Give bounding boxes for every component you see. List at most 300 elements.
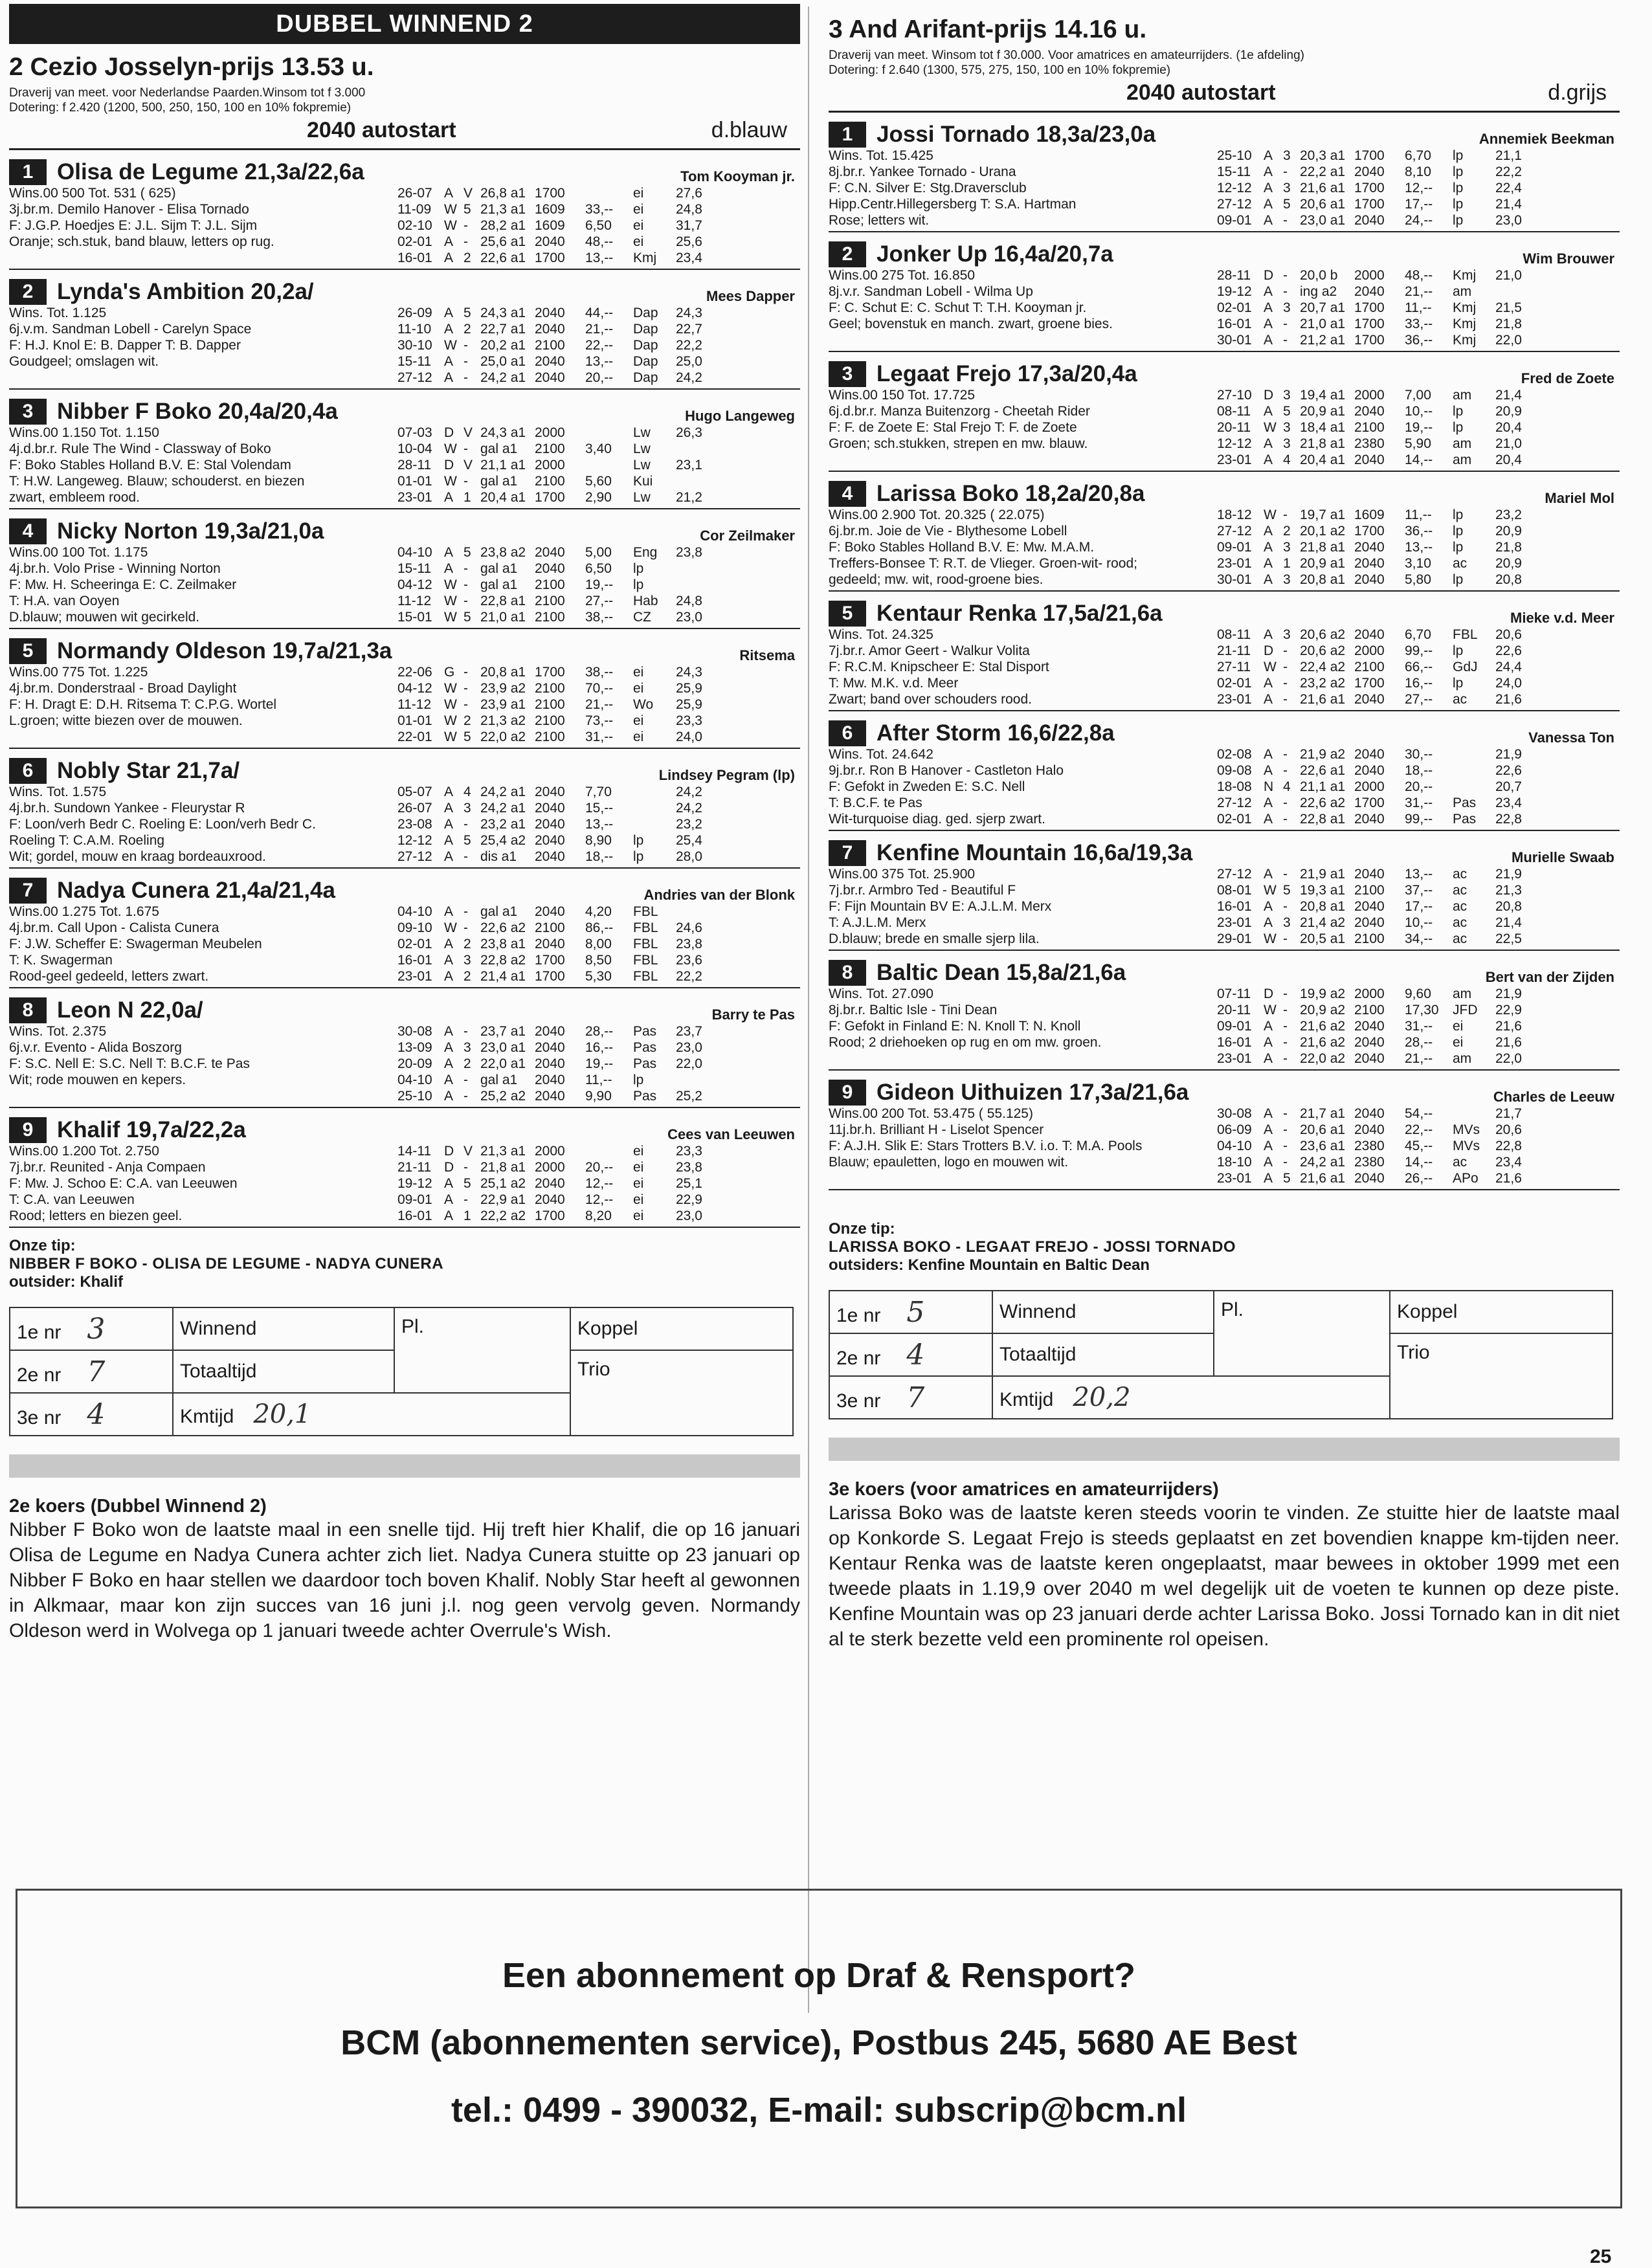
start-row [397, 713, 800, 729]
horse-name: Nibber F Boko 20,4a/20,4a [57, 399, 338, 424]
start-cell: 02-10 [397, 218, 432, 233]
info-line: Zwart; band over schouders rood. [829, 692, 1032, 707]
start-cell: 5 [463, 729, 471, 744]
start-cell: 2040 [1354, 915, 1385, 930]
start-row [1217, 387, 1620, 403]
start-row [397, 457, 800, 473]
info-line: Wins.00 2.900 Tot. 20.325 ( 22.075) [829, 507, 1045, 522]
horse-header [829, 720, 1620, 746]
start-cell: 21,0 [1495, 436, 1522, 451]
recent-starts [1217, 267, 1620, 348]
horse-body [829, 148, 1620, 228]
start-cell: ei [633, 202, 644, 217]
start-cell: 23,6 [676, 953, 702, 968]
horse-name: Nadya Cunera 21,4a/21,4a [57, 878, 335, 903]
start-row [1217, 762, 1620, 779]
start-cell: 22,6 a2 [1300, 795, 1346, 810]
start-cell: W [1264, 660, 1277, 674]
driver-name: Andries van der Blonk [643, 887, 795, 903]
start-row [397, 696, 800, 713]
start-cell: ei [1453, 1035, 1464, 1050]
start-row [1217, 300, 1620, 316]
start-cell: ei [633, 1192, 644, 1207]
start-cell: FBL [633, 920, 658, 935]
start-cell: 23-01 [1217, 915, 1252, 930]
start-cell: 1700 [1354, 317, 1385, 331]
horse-header [9, 758, 800, 784]
start-cell: 23,1 [676, 458, 702, 472]
start-cell: am [1453, 284, 1472, 299]
start-cell: 2100 [535, 697, 565, 712]
start-row [397, 473, 800, 489]
start-cell: 24,0 [676, 729, 702, 744]
start-cell: W [1264, 883, 1277, 898]
start-cell: 31,-- [585, 729, 614, 744]
result-table [9, 1307, 794, 1436]
start-cell: D [1264, 986, 1274, 1001]
start-row [1217, 555, 1620, 572]
start-cell: 21,1 a1 [1300, 779, 1346, 794]
start-cell: 12,-- [1405, 181, 1433, 195]
start-cell: 11-10 [397, 322, 432, 337]
start-cell: 19,4 a1 [1300, 388, 1346, 403]
start-cell: 1700 [535, 953, 565, 968]
recent-starts [397, 305, 800, 386]
start-cell: 20,7 a1 [1300, 300, 1346, 315]
start-cell: 3 [1283, 388, 1291, 403]
start-cell: 2 [463, 969, 471, 984]
info-line: T: K. Swagerman [9, 953, 113, 968]
horse-header [829, 1080, 1620, 1106]
start-cell: 38,-- [585, 665, 614, 680]
start-row [397, 370, 800, 386]
info-line: T: B.C.F. te Pas [829, 795, 922, 810]
start-cell: 2040 [535, 306, 565, 320]
start-cell: 15-11 [1217, 164, 1251, 179]
start-row [397, 1072, 800, 1088]
start-cell: 5 [1283, 197, 1291, 212]
start-cell: 2100 [535, 441, 565, 456]
start-cell: 2000 [1354, 779, 1385, 794]
start-cell: FBL [633, 953, 658, 968]
start-cell: - [1283, 763, 1288, 778]
result-table [829, 1290, 1613, 1419]
start-cell: 24,3 a1 [480, 306, 526, 320]
info-line: F: J.W. Scheffer E: Swagerman Meubelen [9, 937, 262, 951]
start-cell: ei [633, 186, 644, 201]
horse-info [829, 866, 1217, 947]
start-row [397, 234, 800, 250]
start-cell: ei [633, 713, 644, 728]
start-cell: 5,30 [585, 969, 612, 984]
start-cell: 02-01 [1217, 676, 1252, 691]
start-row [397, 680, 800, 696]
info-line: Hipp.Centr.Hillegersberg T: S.A. Hartman [829, 197, 1077, 212]
start-cell: 08-11 [1217, 404, 1251, 419]
driver-name: Lindsey Pegram (lp) [658, 767, 795, 783]
start-cell: 04-12 [397, 577, 432, 592]
start-cell: 2040 [535, 1089, 565, 1104]
start-cell: 2040 [1354, 1035, 1385, 1050]
start-cell: 21,6 a1 [1300, 181, 1346, 195]
start-cell: A [444, 1056, 454, 1071]
trio-label: Trio [570, 1350, 793, 1436]
start-cell: D [444, 425, 454, 440]
start-row [1217, 403, 1620, 419]
start-cell: 2000 [1354, 986, 1385, 1001]
start-cell: A [444, 784, 454, 799]
start-cell: 17,30 [1405, 1003, 1439, 1017]
start-cell: V [463, 1144, 473, 1159]
start-cell: 1609 [1354, 507, 1385, 522]
start-cell: 22,8 [1495, 1139, 1522, 1153]
start-cell: 23,2 a2 [1300, 676, 1346, 691]
start-cell: 24,2 a1 [480, 784, 526, 799]
start-cell: 23,0 [1495, 213, 1522, 228]
start-cell: A [444, 1024, 454, 1039]
start-row [397, 593, 800, 609]
start-cell: 2100 [535, 713, 565, 728]
start-cell: A [444, 849, 454, 864]
start-cell: 2000 [1354, 268, 1385, 283]
start-cell: 23,0 a1 [1300, 213, 1346, 228]
start-cell: 2040 [535, 1040, 565, 1055]
start-cell: 21,4 a1 [480, 969, 526, 984]
start-cell: 23,6 a1 [1300, 1139, 1346, 1153]
start-cell: 09-08 [1217, 763, 1252, 778]
start-cell: 16-01 [397, 250, 432, 265]
start-cell: - [1283, 692, 1288, 707]
start-cell: 2040 [1354, 627, 1385, 642]
start-cell: 2040 [535, 784, 565, 799]
start-cell: gal a1 [480, 474, 518, 489]
start-cell: 26-07 [397, 186, 432, 201]
start-cell: 2040 [535, 1192, 565, 1207]
recent-starts [1217, 866, 1620, 947]
start-cell: 10,-- [1405, 915, 1433, 930]
start-cell: A [444, 306, 454, 320]
start-cell: 23,8 a2 [480, 545, 526, 560]
info-line: Wit; gordel, mouw en kraag bordeauxrood. [9, 849, 266, 864]
start-cell: 26,-- [1405, 1171, 1433, 1186]
horse-info [829, 1106, 1217, 1186]
start-cell: 20,1 a2 [1300, 524, 1346, 539]
start-row [1217, 1051, 1620, 1067]
start-cell: 2040 [535, 1073, 565, 1087]
info-line: Wins. Tot. 2.375 [9, 1024, 107, 1039]
start-cell: 23,0 a1 [480, 1040, 526, 1055]
start-cell: 07-11 [1217, 986, 1251, 1001]
start-cell: gal a1 [480, 441, 518, 456]
horse-body [829, 507, 1620, 588]
start-cell: 21,9 [1495, 986, 1522, 1001]
start-cell: Lw [633, 425, 651, 440]
start-cell: 13,-- [1405, 867, 1433, 882]
start-row [397, 1088, 800, 1104]
horse-name: Nobly Star 21,7a/ [57, 758, 240, 783]
gray-band [829, 1438, 1620, 1461]
horse-name-line [829, 1080, 1189, 1106]
info-line: T: A.J.L.M. Merx [829, 915, 926, 930]
start-cell: A [1264, 763, 1273, 778]
pl-label: Pl. [394, 1307, 570, 1393]
start-cell: 21,4 [1495, 915, 1522, 930]
start-cell: 2040 [535, 801, 565, 816]
start-cell: 09-01 [397, 1192, 432, 1207]
start-cell: 22,4 [1495, 181, 1522, 195]
start-cell: Pas [633, 1056, 657, 1071]
start-cell: 30,-- [1405, 747, 1433, 762]
start-row [1217, 779, 1620, 795]
start-color: d.blauw [711, 118, 787, 142]
horse-header [9, 159, 800, 185]
start-cell: 18-08 [1217, 779, 1252, 794]
horse-list [829, 122, 1620, 1190]
start-cell: ei [633, 665, 644, 680]
start-cell: 18-10 [1217, 1155, 1252, 1170]
recent-starts [397, 544, 800, 625]
start-color: d.grijs [1548, 80, 1607, 105]
start-cell: 20-09 [397, 1056, 432, 1071]
info-line: 7j.br.r. Reunited - Anja Compaen [9, 1160, 206, 1175]
result-1: 1e nr 3 [10, 1307, 173, 1350]
start-cell: 25,4 [676, 833, 702, 848]
start-type: 2040 autostart [307, 118, 456, 142]
start-cell: 2040 [1354, 284, 1385, 299]
start-cell: 5 [463, 610, 471, 625]
start-cell: 1 [463, 490, 471, 505]
start-number-badge: 7 [9, 878, 47, 904]
start-cell: 22,6 a1 [1300, 763, 1346, 778]
start-cell: 21,6 a2 [1300, 1019, 1346, 1034]
start-row [1217, 1002, 1620, 1018]
start-cell: 19,3 a1 [1300, 883, 1346, 898]
horse-entry [9, 518, 800, 629]
horse-name: Olisa de Legume 21,3a/22,6a [57, 159, 364, 184]
start-cell: A [444, 953, 454, 968]
start-row [1217, 1018, 1620, 1034]
start-cell: 19-12 [397, 1176, 432, 1191]
start-cell: 21,6 a2 [1300, 1035, 1346, 1050]
start-cell: 20,-- [585, 1160, 614, 1175]
start-cell: 99,-- [1405, 812, 1433, 827]
start-cell: 2,90 [585, 490, 612, 505]
start-cell: 2 [463, 1056, 471, 1071]
start-cell: - [1283, 1139, 1288, 1153]
start-cell: 2100 [1354, 931, 1385, 946]
start-cell: W [444, 681, 457, 696]
start-cell: 23,2 [1495, 507, 1522, 522]
start-cell: 13,-- [585, 817, 614, 832]
start-row [1217, 419, 1620, 436]
horse-info [9, 185, 397, 266]
start-cell: A [1264, 556, 1273, 571]
start-cell: 13,-- [585, 354, 614, 369]
start-cell: 22,7 a1 [480, 322, 526, 337]
start-cell: 20,4 a1 [1300, 452, 1346, 467]
start-row [397, 321, 800, 337]
start-cell: ei [633, 681, 644, 696]
start-row [1217, 643, 1620, 659]
start-cell: 99,-- [1405, 643, 1433, 658]
info-line: Groen; sch.stukken, strepen en mw. blauw. [829, 436, 1088, 451]
start-cell: 25,9 [676, 681, 702, 696]
start-cell: 23-08 [397, 817, 432, 832]
start-cell: 27-12 [397, 370, 432, 385]
horse-info [9, 425, 397, 506]
start-cell: A [1264, 284, 1273, 299]
start-cell: 02-01 [1217, 300, 1252, 315]
handwritten-2: 7 [87, 1355, 106, 1388]
start-cell: A [444, 1073, 454, 1087]
start-cell: - [463, 441, 468, 456]
start-cell: 19-12 [1217, 284, 1252, 299]
info-line: F: Mw. J. Schoo E: C.A. van Leeuwen [9, 1176, 238, 1191]
start-cell: lp [1453, 507, 1464, 522]
info-line: T: C.A. van Leeuwen [9, 1192, 135, 1207]
start-cell: 23,4 [676, 250, 702, 265]
start-cell: W [444, 713, 457, 728]
start-cell: Pas [633, 1089, 657, 1104]
start-row [397, 1175, 800, 1192]
start-cell: 23,8 [676, 545, 702, 560]
tip-label: Onze tip: [829, 1220, 895, 1238]
start-cell: 22,-- [1405, 1122, 1433, 1137]
start-cell: FBL [633, 969, 658, 984]
start-cell: 28,0 [676, 849, 702, 864]
horse-name: Larissa Boko 18,2a/20,8a [876, 481, 1145, 506]
start-cell: 21,6 [1495, 1171, 1522, 1186]
start-cell: A [444, 250, 454, 265]
start-cell: ei [1453, 1019, 1464, 1034]
start-cell: V [463, 425, 473, 440]
start-cell [633, 800, 676, 816]
start-row [397, 816, 800, 832]
start-cell: 24,8 [676, 202, 702, 217]
start-cell: 09-01 [1217, 540, 1252, 555]
info-line: 4j.br.m. Donderstraal - Broad Daylight [9, 681, 237, 696]
start-cell: A [1264, 333, 1273, 348]
start-cell: 5,60 [585, 474, 612, 489]
start-cell: 23-01 [397, 490, 432, 505]
start-cell: ei [633, 1208, 644, 1223]
start-row [1217, 539, 1620, 555]
start-row [1217, 164, 1620, 180]
horse-header [9, 1117, 800, 1143]
start-cell: W [444, 729, 457, 744]
start-cell: W [444, 610, 457, 625]
horse-entry [829, 720, 1620, 831]
horse-name: Normandy Oldeson 19,7a/21,3a [57, 638, 392, 663]
horse-header [829, 481, 1620, 507]
start-row [397, 1040, 800, 1056]
start-cell: 24,2 a1 [1300, 1155, 1346, 1170]
start-cell: 16-01 [397, 1208, 432, 1223]
handwritten-2: 4 [906, 1338, 925, 1372]
handwritten-1: 3 [87, 1312, 106, 1346]
start-cell: A [1264, 692, 1273, 707]
start-row [1217, 882, 1620, 898]
start-cell: 7,70 [585, 784, 612, 799]
start-cell: - [1283, 1122, 1288, 1137]
info-line: Wins.00 1.150 Tot. 1.150 [9, 425, 159, 440]
start-cell: 11-09 [397, 202, 432, 217]
race-preview-heading: 2e koers (Dubbel Winnend 2) [9, 1496, 267, 1517]
horse-name: After Storm 16,6/22,8a [876, 720, 1115, 746]
start-cell: 24,3 [676, 306, 702, 320]
race-description [829, 48, 1476, 78]
start-cell: 20,2 a1 [480, 338, 526, 353]
info-line: F: A.J.H. Slik E: Stars Trotters B.V. i.o. T: M.A. Pools [829, 1139, 1143, 1153]
start-cell: 1 [463, 1208, 471, 1223]
trio-label: Trio [1390, 1333, 1613, 1419]
start-cell: A [444, 1040, 454, 1055]
start-cell: 24,-- [1405, 213, 1433, 228]
start-cell: 2380 [1354, 1155, 1385, 1170]
start-cell: Dap [633, 322, 658, 337]
start-cell: 20,9 a2 [1300, 1003, 1346, 1017]
horse-entry [9, 1117, 800, 1228]
start-cell [633, 816, 676, 832]
start-cell: 5 [463, 833, 471, 848]
start-cell: - [1283, 1051, 1288, 1066]
info-line: 8j.br.r. Yankee Tornado - Urana [829, 164, 1016, 179]
horse-entry [9, 279, 800, 390]
start-cell [585, 1143, 633, 1159]
info-line: Wins.00 100 Tot. 1.175 [9, 545, 148, 560]
start-cell: 31,-- [1405, 1019, 1433, 1034]
start-cell: 2040 [535, 817, 565, 832]
start-cell: 8,00 [585, 937, 612, 951]
start-cell: Kmj [1453, 268, 1477, 283]
start-cell: 2100 [535, 338, 565, 353]
start-cell: 11-12 [397, 697, 432, 712]
start-cell: 20,6 a2 [1300, 627, 1346, 642]
start-cell: 2040 [535, 937, 565, 951]
start-cell: - [463, 1073, 468, 1087]
start-cell: 21,2 [676, 490, 702, 505]
horse-info [9, 1143, 397, 1224]
start-row [1217, 1106, 1620, 1122]
start-cell: 2040 [1354, 404, 1385, 419]
start-cell: 12-12 [397, 833, 432, 848]
horse-body [829, 746, 1620, 827]
info-line: L.groen; witte biezen over de mouwen. [9, 713, 243, 728]
start-cell: - [463, 1089, 468, 1104]
start-row [1217, 915, 1620, 931]
start-cell: 15,-- [585, 801, 614, 816]
start-cell: 1700 [1354, 148, 1385, 163]
start-cell: 21,4 a2 [1300, 915, 1346, 930]
start-cell: - [463, 1160, 468, 1175]
start-row [1217, 148, 1620, 164]
horse-header [829, 241, 1620, 267]
start-cell: - [463, 234, 468, 249]
horse-name: Baltic Dean 15,8a/21,6a [876, 960, 1126, 985]
start-cell: 4 [463, 784, 471, 799]
start-cell: 3 [463, 1040, 471, 1055]
koppel-label: Koppel [1390, 1291, 1613, 1333]
start-row [397, 577, 800, 593]
start-cell: 21,9 [1495, 747, 1522, 762]
info-line: F: C.N. Silver E: Stg.Draversclub [829, 181, 1027, 195]
start-cell: 22,2 [676, 338, 702, 353]
start-cell: CZ [633, 610, 651, 625]
start-number-badge: 3 [829, 361, 866, 387]
start-cell: 2040 [535, 1176, 565, 1191]
start-cell: 21,6 a1 [1300, 1171, 1346, 1186]
start-cell: 19,-- [585, 1056, 614, 1071]
